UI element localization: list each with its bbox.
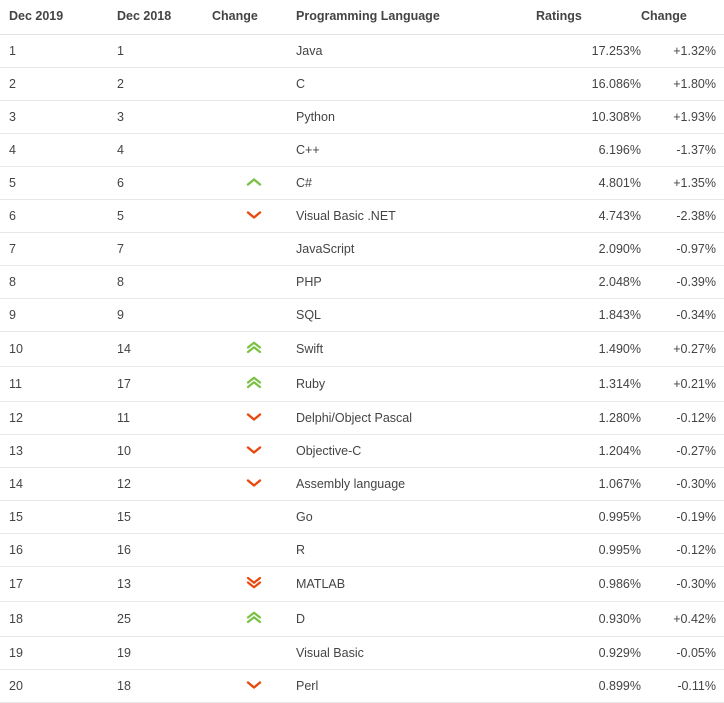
cell-change-percent: -0.11% (641, 670, 724, 703)
cell-ratings: 0.899% (536, 670, 641, 703)
cell-rank-2018: 4 (117, 134, 212, 167)
column-header-ratings: Ratings (536, 0, 641, 35)
cell-rank-2018: 7 (117, 233, 212, 266)
cell-change-indicator (212, 367, 296, 402)
arrow-down-icon (246, 478, 262, 488)
cell-rank-2018: 6 (117, 167, 212, 200)
cell-rank-2019: 15 (0, 501, 117, 534)
table-row (0, 402, 724, 435)
table-row (0, 332, 724, 367)
cell-change-indicator (212, 35, 296, 68)
cell-change-percent: +0.27% (641, 332, 724, 367)
cell-rank-2019: 14 (0, 468, 117, 501)
cell-rank-2018: 1 (117, 35, 212, 68)
cell-rank-2019: 2 (0, 68, 117, 101)
cell-language-name: Assembly language (296, 468, 536, 501)
table-row (0, 134, 724, 167)
cell-rank-2018: 8 (117, 266, 212, 299)
cell-rank-2019: 7 (0, 233, 117, 266)
column-header-dec-2019: Dec 2019 (0, 0, 117, 35)
cell-change-percent: -0.27% (641, 435, 724, 468)
cell-rank-2018: 9 (117, 299, 212, 332)
arrow-down-icon (246, 680, 262, 690)
cell-language-name: Objective-C (296, 435, 536, 468)
cell-rank-2018: 25 (117, 602, 212, 637)
cell-rank-2019: 9 (0, 299, 117, 332)
cell-language-name: Ruby (296, 367, 536, 402)
cell-language-name: Perl (296, 670, 536, 703)
cell-rank-2019: 3 (0, 101, 117, 134)
cell-ratings: 1.204% (536, 435, 641, 468)
cell-ratings: 1.067% (536, 468, 641, 501)
column-header-change: Change (212, 0, 296, 35)
cell-language-name: Delphi/Object Pascal (296, 402, 536, 435)
cell-rank-2018: 3 (117, 101, 212, 134)
cell-ratings: 4.801% (536, 167, 641, 200)
table-row (0, 233, 724, 266)
table-row (0, 501, 724, 534)
cell-language-name: C (296, 68, 536, 101)
cell-change-percent: +1.32% (641, 35, 724, 68)
cell-change-indicator (212, 534, 296, 567)
cell-language-name: MATLAB (296, 567, 536, 602)
cell-rank-2018: 10 (117, 435, 212, 468)
cell-rank-2018: 2 (117, 68, 212, 101)
cell-ratings: 1.490% (536, 332, 641, 367)
cell-change-indicator (212, 402, 296, 435)
column-header-change-pct: Change (641, 0, 724, 35)
cell-rank-2019: 16 (0, 534, 117, 567)
cell-ratings: 17.253% (536, 35, 641, 68)
cell-ratings: 0.995% (536, 534, 641, 567)
cell-rank-2019: 10 (0, 332, 117, 367)
cell-rank-2019: 6 (0, 200, 117, 233)
table-row (0, 68, 724, 101)
cell-rank-2018: 11 (117, 402, 212, 435)
table-row (0, 367, 724, 402)
cell-ratings: 1.314% (536, 367, 641, 402)
cell-change-percent: -0.19% (641, 501, 724, 534)
cell-language-name: C# (296, 167, 536, 200)
cell-rank-2018: 5 (117, 200, 212, 233)
table-row (0, 35, 724, 68)
cell-change-indicator (212, 670, 296, 703)
cell-change-percent: -0.97% (641, 233, 724, 266)
cell-change-percent: -0.05% (641, 637, 724, 670)
cell-change-indicator (212, 602, 296, 637)
cell-rank-2019: 19 (0, 637, 117, 670)
cell-rank-2018: 18 (117, 670, 212, 703)
cell-language-name: Python (296, 101, 536, 134)
cell-rank-2018: 13 (117, 567, 212, 602)
cell-language-name: Swift (296, 332, 536, 367)
cell-change-percent: +0.21% (641, 367, 724, 402)
cell-language-name: Go (296, 501, 536, 534)
cell-change-percent: -0.30% (641, 468, 724, 501)
table-row (0, 468, 724, 501)
cell-rank-2019: 12 (0, 402, 117, 435)
cell-change-indicator (212, 501, 296, 534)
table-row (0, 567, 724, 602)
table-row (0, 200, 724, 233)
cell-rank-2019: 4 (0, 134, 117, 167)
cell-rank-2019: 13 (0, 435, 117, 468)
cell-change-percent: +1.80% (641, 68, 724, 101)
cell-ratings: 1.280% (536, 402, 641, 435)
cell-rank-2019: 1 (0, 35, 117, 68)
cell-language-name: Visual Basic .NET (296, 200, 536, 233)
cell-change-percent: -0.12% (641, 534, 724, 567)
table-row (0, 299, 724, 332)
cell-change-percent: +0.42% (641, 602, 724, 637)
cell-rank-2019: 11 (0, 367, 117, 402)
cell-ratings: 0.986% (536, 567, 641, 602)
cell-language-name: Visual Basic (296, 637, 536, 670)
cell-change-indicator (212, 134, 296, 167)
table-row (0, 534, 724, 567)
arrow-down-icon (246, 210, 262, 220)
cell-rank-2019: 20 (0, 670, 117, 703)
cell-change-indicator (212, 567, 296, 602)
table-body (0, 35, 724, 703)
cell-change-percent: -0.34% (641, 299, 724, 332)
cell-change-indicator (212, 435, 296, 468)
table-header (0, 0, 724, 35)
cell-rank-2018: 15 (117, 501, 212, 534)
cell-ratings: 0.930% (536, 602, 641, 637)
table-row (0, 266, 724, 299)
cell-rank-2018: 14 (117, 332, 212, 367)
cell-ratings: 6.196% (536, 134, 641, 167)
arrow-down-icon (246, 445, 262, 455)
cell-ratings: 4.743% (536, 200, 641, 233)
arrow-double-down-icon (246, 576, 262, 589)
cell-language-name: R (296, 534, 536, 567)
cell-rank-2019: 8 (0, 266, 117, 299)
column-header-language: Programming Language (296, 0, 536, 35)
table-row (0, 435, 724, 468)
cell-ratings: 2.090% (536, 233, 641, 266)
cell-rank-2018: 19 (117, 637, 212, 670)
cell-change-indicator (212, 637, 296, 670)
cell-ratings: 0.929% (536, 637, 641, 670)
cell-change-indicator (212, 266, 296, 299)
cell-rank-2018: 16 (117, 534, 212, 567)
cell-rank-2019: 5 (0, 167, 117, 200)
cell-language-name: D (296, 602, 536, 637)
arrow-double-up-icon (246, 611, 262, 624)
cell-change-percent: +1.35% (641, 167, 724, 200)
cell-change-indicator (212, 68, 296, 101)
cell-ratings: 0.995% (536, 501, 641, 534)
table-row (0, 101, 724, 134)
table-row (0, 602, 724, 637)
cell-change-percent: -0.39% (641, 266, 724, 299)
cell-language-name: PHP (296, 266, 536, 299)
cell-change-percent: +1.93% (641, 101, 724, 134)
cell-change-percent: -1.37% (641, 134, 724, 167)
table-header-row (0, 0, 724, 35)
arrow-up-icon (246, 177, 262, 187)
table-row (0, 670, 724, 703)
cell-change-percent: -0.30% (641, 567, 724, 602)
table-row (0, 167, 724, 200)
cell-change-indicator (212, 233, 296, 266)
cell-ratings: 10.308% (536, 101, 641, 134)
cell-ratings: 1.843% (536, 299, 641, 332)
cell-change-indicator (212, 101, 296, 134)
cell-change-indicator (212, 167, 296, 200)
cell-change-indicator (212, 299, 296, 332)
cell-language-name: C++ (296, 134, 536, 167)
cell-language-name: Java (296, 35, 536, 68)
table-row (0, 637, 724, 670)
cell-change-percent: -2.38% (641, 200, 724, 233)
cell-change-indicator (212, 332, 296, 367)
arrow-double-up-icon (246, 376, 262, 389)
column-header-dec-2018: Dec 2018 (117, 0, 212, 35)
arrow-double-up-icon (246, 341, 262, 354)
cell-rank-2018: 17 (117, 367, 212, 402)
cell-ratings: 16.086% (536, 68, 641, 101)
cell-ratings: 2.048% (536, 266, 641, 299)
arrow-down-icon (246, 412, 262, 422)
cell-language-name: SQL (296, 299, 536, 332)
cell-change-percent: -0.12% (641, 402, 724, 435)
cell-rank-2018: 12 (117, 468, 212, 501)
cell-rank-2019: 17 (0, 567, 117, 602)
cell-change-indicator (212, 468, 296, 501)
cell-rank-2019: 18 (0, 602, 117, 637)
cell-change-indicator (212, 200, 296, 233)
cell-language-name: JavaScript (296, 233, 536, 266)
